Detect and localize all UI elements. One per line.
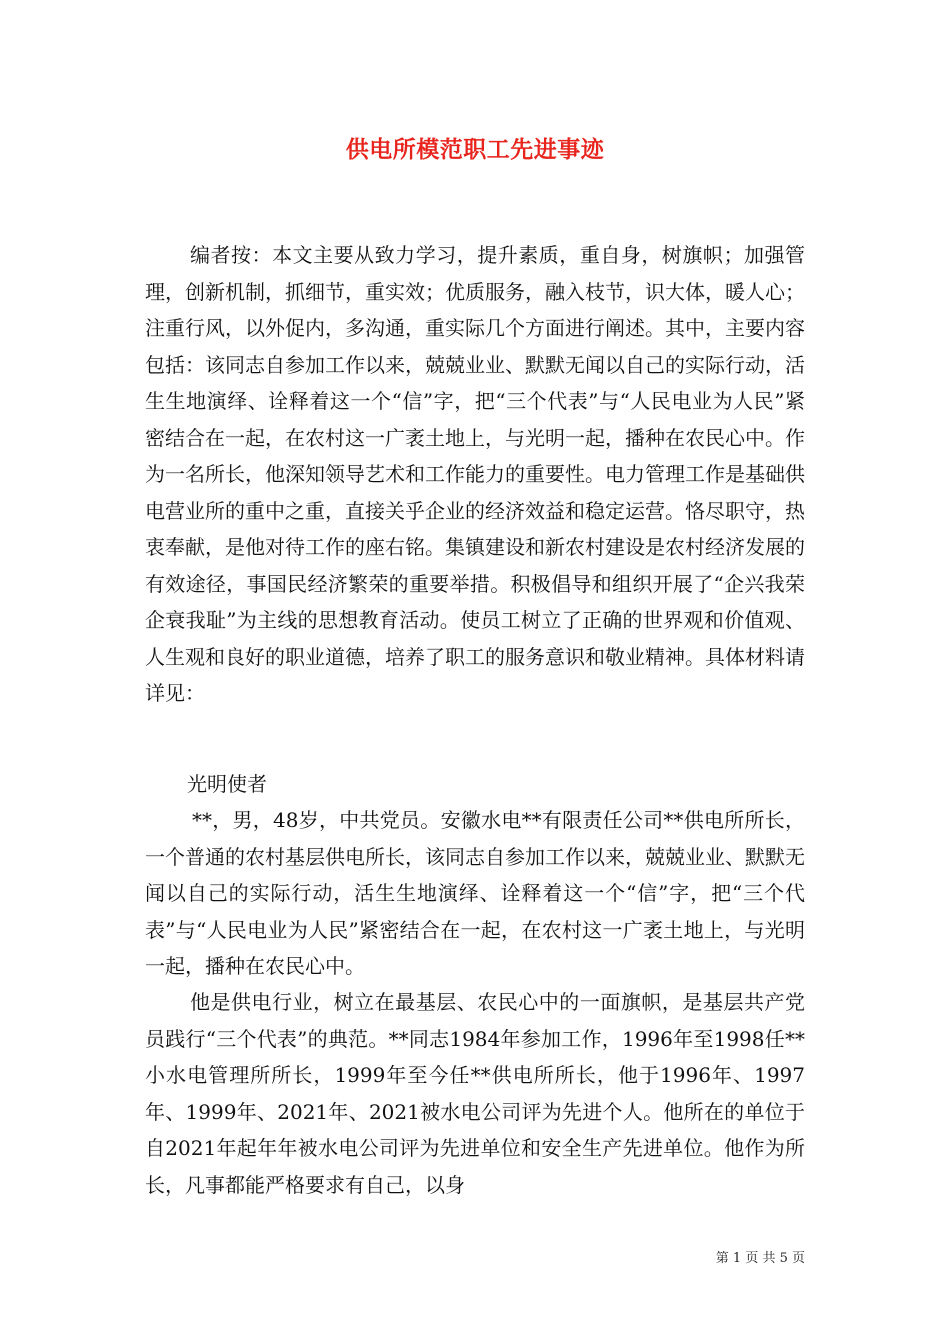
section-heading: 光明使者 (187, 772, 267, 796)
body-paragraph: 他是供电行业，树立在最基层、农民心中的一面旗帜，是基层共产党员践行“三个代表”的典范。**同志1984年参加工作，1996年至1998任**小水电管理所所长，1999年至今任**供电所所长，他于1996年、1997年、1999年、2021年、2021被水电公司评为先进个人。他所在的单位于自2021年起年年被水电公司评为先进单位和安全生产先进单位。他作为所长，凡事都能严格要求有自己，以身 (145, 990, 805, 1197)
editor-note-paragraph: 编者按：本文主要从致力学习，提升素质，重自身，树旗帜；加强管理，创新机制，抓细节，重实效；优质服务，融入枝节，识大体，暖人心；注重行风，以外促内，多沟通，重实际几个方面进行阐述。其中，主要内容包括：该同志自参加工作以来，兢兢业业、默默无闻以自己的实际行动，活生生地演绎、诠释着这一个“信”字，把“三个代表”与“人民电业为人民”紧密结合在一起，在农村这一广袤土地上，与光明一起，播种在农民心中。作为一名所长，他深知领导艺术和工作能力的重要性。电力管理工作是基础供电营业所的重中之重，直接关乎企业的经济效益和稳定运营。恪尽职守，热衷奉献，是他对待工作的座右铭。集镇建设和新农村建设是农村经济发展的有效途径，事国民经济繁荣的重要举措。积极倡导和组织开展了“企兴我荣企衰我耻”为主线的思想教育活动。使员工树立了正确的世界观和价值观、人生观和良好的职业道德，培养了职工的服务意识和敬业精神。具体材料请详见： (145, 243, 805, 705)
body-paragraph: **，男，48岁，中共党员。安徽水电**有限责任公司**供电所所长，一个普通的农村基层供电所长，该同志自参加工作以来，兢兢业业、默默无闻以自己的实际行动，活生生地演绎、诠释着这一个“信”字，把“三个代表”与“人民电业为人民”紧密结合在一起，在农村这一广袤土地上，与光明一起，播种在农民心中。 (145, 808, 805, 978)
document-title: 供电所模范职工先进事迹 (345, 136, 605, 163)
page-indicator: 第 1 页 共 5 页 (715, 1251, 805, 1266)
